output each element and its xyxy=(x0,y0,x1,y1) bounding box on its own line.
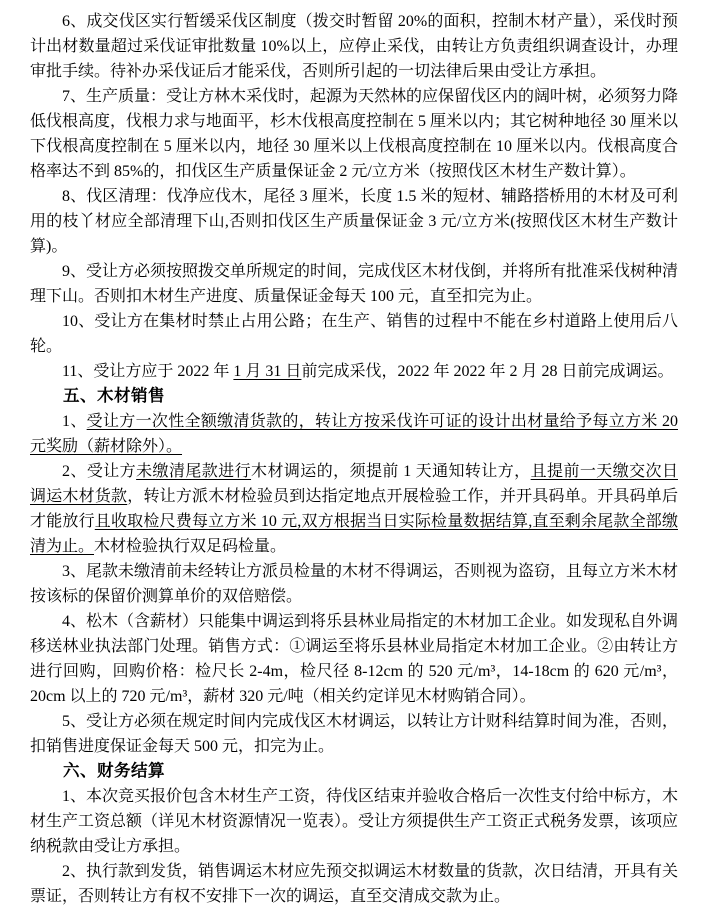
underlined-date: 1 月 31 日 xyxy=(233,363,302,380)
clause-text: ，转让方派木材检验员到达指定地点开展检验工作，并开具码单。开具码单后才能放行 xyxy=(30,488,678,530)
clause-8-cutting-area-cleanup xyxy=(30,184,678,259)
section-heading-financial-settlement xyxy=(30,759,678,784)
sales-clause-4-pine-sales-methods xyxy=(30,609,678,709)
sales-clause-5-transport-deadline xyxy=(30,709,678,759)
clause-text: 1、 xyxy=(62,413,87,430)
underlined-text: 未缴清尾款进行 xyxy=(136,463,252,480)
clause-text: 2、执行款到发货，销售调运木材应先预交拟调运木材数量的货款，次日结清，开具有关票证，否则转让方有权不安排下一次的调运，直至交清成交款为止。 xyxy=(30,863,679,905)
clause-text: 3、尾款未缴清前未经转让方派员检量的木材不得调运，否则视为盗窃，且每立方米木材按该标的保留价测算单价的双倍赔偿。 xyxy=(30,563,679,605)
clause-text: 6、成交伐区实行暂缓采伐区制度（拨交时暂留 20%的面积，控制木材产量），采伐时预计出材数量超过采伐证审批数量 10%以上，应停止采伐，由转让方负责组织调查设计，办理审批手续。待补办采伐证后才能采伐，否则所引起的一切法律后果由受让方承担。 xyxy=(30,13,678,80)
clause-9-felling-deadline xyxy=(30,259,678,309)
clause-text: 木材调运的，须提前 1 天通知转让方， xyxy=(251,463,531,480)
clause-text: 9、受让方必须按照拨交单所规定的时间，完成伐区木材伐倒，并将所有批准采伐树种清理下山。否则扣木材生产进度、质量保证金每天 100 元，直至扣完为止。 xyxy=(30,263,679,305)
finance-clause-2-payment-before-shipment xyxy=(30,859,678,909)
clause-text: 11、受让方应于 2022 年 xyxy=(62,363,234,380)
clause-text: 1、本次竞买报价包含木材生产工资，待伐区结束并验收合格后一次性支付给中标方，木材生产工资总额（详见木材资源情况一览表）。受让方须提供生产工资正式税务发票，该项应纳税款由受让方承担。 xyxy=(30,788,679,855)
sales-clause-3-unmeasured-timber xyxy=(30,559,678,609)
clause-6-suspended-cutting-area xyxy=(30,9,678,84)
clause-text: 8、伐区清理：伐净应伐木，尾径 3 厘米，长度 1.5 米的短材、辅路搭桥用的木材及可利用的枝丫材应全部清理下山,否则扣伐区生产质量保证金 3 元/立方米(按照伐区木材生产数计算)。 xyxy=(30,188,678,255)
heading-text: 五、木材销售 xyxy=(63,387,165,405)
clause-text: 10、受让方在集材时禁止占用公路；在生产、销售的过程中不能在乡村道路上使用后八轮。 xyxy=(30,313,678,355)
finance-clause-1-production-wages xyxy=(30,784,678,859)
clause-10-road-use-restriction xyxy=(30,309,678,359)
clause-7-production-quality xyxy=(30,84,678,184)
clause-text: 7、生产质量：受让方林木采伐时，起源为天然林的应保留伐区内的阔叶树，必须努力降低伐根高度，伐根力求与地面平，杉木伐根高度控制在 5 厘米以内；其它树种地径 30 厘米以下伐根高度控制在 5 厘米以内，地径 30 厘米以上伐根高度控制在 10 厘米以内。伐根高度合格率达不到 85%的，扣伐区生产质量保证金 2 元/立方米（按照伐区木材生产数计算）。 xyxy=(30,88,679,180)
clause-text: 5、受让方必须在规定时间内完成伐区木材调运，以转让方计财科结算时间为准，否则，扣销售进度保证金每天 500 元，扣完为止。 xyxy=(30,713,679,755)
section-heading-timber-sales xyxy=(30,384,678,409)
clause-text: 前完成采伐，2022 年 2022 年 2 月 28 日前完成调运。 xyxy=(301,363,674,380)
underlined-text: 且收取检尺费每立方米 10 元,双方根据当日实际检量数据结算,直至剩余尾款全部缴清为止。 xyxy=(30,513,678,555)
heading-text: 六、财务结算 xyxy=(63,762,165,780)
clause-text: 2、受让方 xyxy=(62,463,137,480)
clause-text: 木材检验执行双足码检量。 xyxy=(94,538,287,555)
sales-clause-1-full-payment-reward xyxy=(30,409,678,459)
clause-11-completion-dates xyxy=(30,359,678,384)
underlined-text: 且提前一天缴交次日调运木材货款 xyxy=(30,463,678,505)
clause-text: 4、松木（含薪材）只能集中调运到将乐县林业局指定的木材加工企业。如发现私自外调移送林业执法部门处理。销售方式：①调运至将乐县林业局指定木材加工企业。②由转让方进行回购，回购价格：检尺长 2-4m，检尺径 8-12cm 的 520 元/m³，14-18cm 的 620 元/m³，20cm 以上的 720 元/m³，薪材 320 元/吨（相关约定详见木材购销合同）。 xyxy=(30,613,679,705)
sales-clause-2-unpaid-balance-transport xyxy=(30,459,678,559)
underlined-text: 受让方一次性全额缴清货款的，转让方按采伐许可证的设计出材量给予每立方米 20 元奖励（薪材除外）。 xyxy=(30,413,678,455)
